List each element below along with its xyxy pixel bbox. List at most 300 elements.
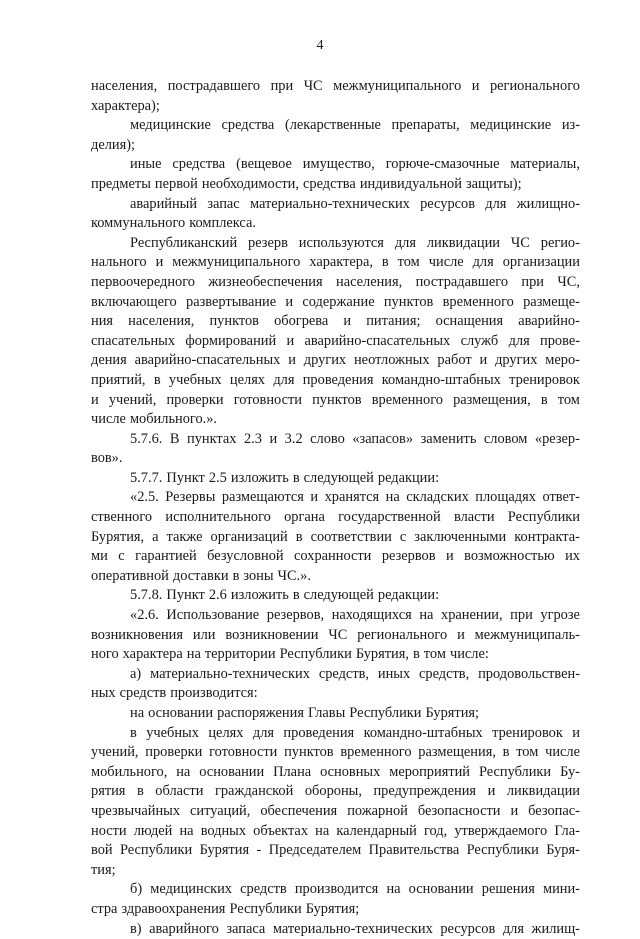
word: аварийно-спасательных <box>134 352 281 369</box>
word: Использование <box>166 607 260 624</box>
word: области <box>155 783 204 800</box>
word: в) <box>130 920 142 937</box>
word: проведения <box>283 724 355 741</box>
word: готовности <box>209 744 278 761</box>
word: словом <box>483 430 528 447</box>
word: пунктов <box>383 293 434 310</box>
word: гарантией <box>135 548 197 565</box>
word: служб <box>460 332 499 349</box>
text-line <box>91 253 580 273</box>
word: Гла- <box>554 822 580 839</box>
word: коммунального <box>91 215 186 232</box>
text-line <box>91 547 580 567</box>
word: населения, <box>128 313 195 330</box>
word: складских <box>406 489 469 506</box>
word: ликвидации <box>426 234 501 251</box>
text-line <box>91 802 580 822</box>
word: материально-технических <box>150 665 310 682</box>
word: тия; <box>91 861 116 878</box>
word: органа <box>284 509 325 526</box>
word: межмуниципального <box>333 78 462 94</box>
word: том <box>423 646 446 663</box>
word: Бурятия; <box>305 900 360 917</box>
word: средств <box>240 881 287 898</box>
word: командно-штабных <box>381 371 501 388</box>
word: готовности <box>233 391 302 408</box>
word: мобильного, <box>91 763 168 780</box>
word: чрезвычайных <box>91 802 181 819</box>
word: пунктов <box>209 313 259 330</box>
word: и <box>269 430 278 447</box>
word: включающего <box>91 293 177 310</box>
text-line <box>91 567 580 587</box>
word: мероприятий <box>389 763 471 780</box>
word: материально-технических <box>272 920 433 937</box>
word: и <box>91 391 99 408</box>
text-line <box>91 351 580 371</box>
word: государственной <box>338 509 441 526</box>
text-line <box>91 332 580 352</box>
word: основании <box>199 763 265 780</box>
word: 5.7.7. <box>130 469 163 486</box>
word: ресурсов <box>440 920 496 937</box>
word: производится <box>294 881 379 898</box>
word: первоочередного <box>91 273 195 290</box>
text-line <box>91 684 580 704</box>
word: обеспечения <box>260 802 338 819</box>
word: на <box>186 646 201 663</box>
word: Плана <box>273 763 312 780</box>
word: прове- <box>540 332 580 349</box>
word: том <box>397 254 420 271</box>
word: средств <box>119 685 167 702</box>
text-line <box>91 900 580 920</box>
word: в <box>130 724 137 741</box>
word: Республики <box>349 705 422 721</box>
word: характера); <box>91 97 160 114</box>
word: ных <box>91 685 116 702</box>
word: регио- <box>540 234 580 251</box>
word: аварийно- <box>518 313 580 330</box>
word: людей <box>133 822 173 839</box>
text-line <box>91 116 580 136</box>
word: угрозе <box>540 607 580 624</box>
text-line <box>91 880 580 900</box>
word: неотложных <box>353 352 430 369</box>
word: - <box>256 842 262 859</box>
word: формирований <box>185 332 277 349</box>
text-line <box>91 234 580 254</box>
word: основании <box>148 705 214 721</box>
word: временного <box>442 293 514 310</box>
text-line <box>91 97 580 117</box>
word: меро- <box>545 352 580 369</box>
word: и <box>285 293 294 310</box>
word: и <box>487 783 496 800</box>
word: иные <box>130 156 162 173</box>
word: год, <box>423 822 448 839</box>
word: календарный <box>336 822 417 839</box>
word: исполнительного <box>165 509 271 526</box>
text-line <box>91 645 580 665</box>
word: на <box>176 763 191 780</box>
word: регионального <box>489 78 580 94</box>
text-line <box>91 488 580 508</box>
word: размещения, <box>453 391 531 408</box>
word: на <box>179 822 194 839</box>
word: в <box>540 391 548 408</box>
word: межмуниципального <box>172 254 301 271</box>
word: ственного <box>91 509 153 526</box>
text-line <box>91 195 580 215</box>
word: 3.2 <box>284 430 303 447</box>
word: регионального <box>357 626 448 643</box>
text-line <box>91 743 580 763</box>
word: временного <box>371 391 443 408</box>
word: временного <box>340 744 412 761</box>
word: для <box>508 332 530 349</box>
word: проверки <box>145 744 203 761</box>
word: б) <box>130 881 143 898</box>
word: Бурятия; <box>425 705 480 721</box>
word: в <box>295 528 303 545</box>
word: пожарной <box>347 802 408 819</box>
text-line <box>91 586 580 606</box>
word: вой <box>91 842 113 859</box>
word: в <box>136 783 144 800</box>
word: безопас- <box>528 802 580 819</box>
text-line <box>91 371 580 391</box>
word: оперативной <box>91 567 169 584</box>
word: на <box>386 881 401 898</box>
word: жилищ- <box>531 920 580 937</box>
word: аварийного <box>149 920 219 937</box>
word: для <box>252 724 274 741</box>
word: средства <box>221 117 275 134</box>
word: Пункт <box>166 469 205 486</box>
word: пострадавшего <box>167 78 261 94</box>
word: Республики <box>229 900 302 917</box>
word: в <box>292 587 300 604</box>
word: хранении, <box>441 607 503 624</box>
word: Бу- <box>560 763 580 780</box>
word: средства <box>172 156 226 173</box>
word: основных <box>320 763 381 780</box>
text-line <box>91 136 580 156</box>
word: территории <box>204 646 276 663</box>
word: необходимости, <box>201 175 299 192</box>
word: целях <box>229 371 266 388</box>
word: развертывание <box>186 293 277 310</box>
text-line <box>91 449 580 469</box>
word: следующей <box>303 587 374 604</box>
word: ЧС, <box>557 273 580 290</box>
word: спасательных <box>91 332 176 349</box>
word: «2.5. <box>130 489 159 506</box>
word: стра <box>91 900 118 917</box>
word: слово <box>310 430 345 447</box>
word: ния <box>91 313 114 330</box>
word: других <box>303 352 347 369</box>
word: а <box>152 528 159 545</box>
word: ЧС <box>303 78 323 94</box>
word: медицинские <box>130 117 211 134</box>
word: соответствии <box>310 528 392 545</box>
text-line <box>91 273 580 293</box>
word: гражданской <box>214 783 294 800</box>
word: учений, <box>108 391 157 408</box>
word: В <box>169 430 180 447</box>
word: населения, <box>91 78 158 94</box>
word: ми <box>91 548 108 565</box>
text-line <box>91 410 580 430</box>
word: Республики <box>507 509 580 526</box>
word: зоны <box>243 567 274 584</box>
word: «резер- <box>534 430 580 447</box>
word: и <box>471 78 480 94</box>
word: учебных <box>146 724 199 741</box>
word: здравоохранения <box>121 900 226 917</box>
word: ликвидации <box>506 783 580 800</box>
word: характера <box>122 646 183 663</box>
word: возможностью <box>464 548 555 565</box>
word: сохранности <box>294 548 372 565</box>
text-line <box>91 175 580 195</box>
word: Республиканский <box>130 234 238 251</box>
text-line <box>91 508 580 528</box>
word: индивидуальной <box>359 175 462 192</box>
word: с <box>399 528 407 545</box>
word: вов». <box>91 450 123 467</box>
word: используются <box>298 234 384 251</box>
word: резерв <box>248 234 288 251</box>
word: делия); <box>91 136 136 153</box>
word: безопасности <box>417 802 501 819</box>
word: препараты, <box>391 117 460 134</box>
text-line <box>91 822 580 842</box>
word: в <box>292 469 300 486</box>
word: «запасов» <box>352 430 414 447</box>
word: объектах <box>253 822 309 839</box>
word: на <box>130 705 145 721</box>
word: редакции: <box>377 469 440 486</box>
word: изложить <box>230 587 289 604</box>
word: водных <box>200 822 247 839</box>
text-line <box>91 155 580 175</box>
word: мини- <box>542 881 580 898</box>
word: Буря- <box>546 842 580 859</box>
word: числе: <box>449 646 489 663</box>
word: и <box>286 332 295 349</box>
word: и <box>445 548 454 565</box>
word: командно-штабных <box>363 724 483 741</box>
text-line <box>91 665 580 685</box>
word: власти <box>453 509 495 526</box>
word: 5.7.6. <box>130 430 163 447</box>
word: для <box>502 920 524 937</box>
text-line <box>91 626 580 646</box>
word: организации <box>502 254 580 271</box>
word: тренировок <box>509 371 580 388</box>
word: запаса <box>226 920 266 937</box>
word: Бурятия <box>199 842 250 859</box>
word: иных <box>377 665 411 682</box>
text-line <box>91 841 580 861</box>
text-line <box>91 861 580 881</box>
word: для <box>472 254 494 271</box>
word: или <box>192 626 216 643</box>
word: в <box>412 646 420 663</box>
text-line <box>91 528 580 548</box>
word: производится: <box>170 685 258 702</box>
word: средства <box>303 175 356 192</box>
word: ответ- <box>542 489 580 506</box>
word: утверждаемого <box>454 822 548 839</box>
word: распоряжения <box>217 705 304 721</box>
text-line <box>91 293 580 313</box>
word: 2.6 <box>208 587 227 604</box>
word: числе <box>428 254 464 271</box>
word: резервов, <box>266 607 325 624</box>
word: и <box>572 724 580 741</box>
word: пунктов <box>312 391 362 408</box>
word: при <box>270 78 294 94</box>
word: заменить <box>420 430 477 447</box>
word: ности <box>91 822 127 839</box>
word: изложить <box>230 469 289 486</box>
word: (вещевое <box>236 156 292 173</box>
word: том <box>557 391 580 408</box>
word: для <box>394 234 416 251</box>
word: медицинские <box>470 117 552 134</box>
word: доставки <box>172 567 229 584</box>
word: и <box>288 352 296 369</box>
word: запас <box>207 195 240 212</box>
word: аварийно-спасательных <box>304 332 451 349</box>
word: средств, <box>318 665 369 682</box>
word: с <box>118 548 125 565</box>
word: мобильного.». <box>129 411 218 428</box>
word: размещаются <box>221 489 304 506</box>
word: на <box>315 822 330 839</box>
word: имущество, <box>302 156 375 173</box>
word: приятий, <box>91 371 146 388</box>
text-line <box>91 214 580 234</box>
word: пунктах <box>187 430 237 447</box>
word: 2.5 <box>208 469 227 486</box>
word: числе <box>545 744 580 761</box>
text-line <box>91 391 580 411</box>
word: находящихся <box>331 607 412 624</box>
word: продовольствен- <box>478 665 580 682</box>
word: и <box>155 254 164 271</box>
word: на <box>419 607 434 624</box>
word: Правительства <box>368 842 460 859</box>
word: ЧС <box>510 234 530 251</box>
word: учений, <box>91 744 139 761</box>
word: в <box>381 254 389 271</box>
text-line <box>91 763 580 783</box>
word: для <box>273 371 295 388</box>
word: их <box>565 548 580 565</box>
word: и <box>457 626 465 643</box>
word: хранятся <box>324 489 380 506</box>
text-line <box>91 606 580 626</box>
word: «2.6. <box>130 607 159 624</box>
word: проверки <box>166 391 224 408</box>
word: в <box>153 371 161 388</box>
word: и <box>479 352 488 369</box>
word: проведения <box>302 371 374 388</box>
word: редакции: <box>377 587 440 604</box>
word: возникновении <box>225 626 319 643</box>
word: размеще- <box>523 293 580 310</box>
word: Бурятия, <box>355 646 409 663</box>
word: Республики <box>119 842 193 859</box>
word: средств, <box>419 665 470 682</box>
document-body <box>91 77 580 939</box>
text-line <box>91 430 580 450</box>
word: аварийный <box>130 195 198 212</box>
word: Резервы <box>165 489 216 506</box>
word: безусловной <box>207 548 284 565</box>
page-number: 4 <box>316 38 324 53</box>
word: содержание <box>302 293 375 310</box>
word: населения, <box>336 273 403 290</box>
word: межмуниципаль- <box>474 626 580 643</box>
word: обороны, <box>304 783 362 800</box>
word: размещения, <box>418 744 496 761</box>
word: нального <box>91 254 147 271</box>
text-line <box>91 920 580 939</box>
word: учебных <box>168 371 222 388</box>
word: Пункт <box>166 587 205 604</box>
word: числе <box>91 411 126 428</box>
word: тренировок <box>492 724 563 741</box>
word: первой <box>154 175 198 192</box>
word: также <box>166 528 203 545</box>
word: Главы <box>307 705 346 721</box>
word: ЧС <box>328 626 348 643</box>
word: дения <box>91 352 127 369</box>
word: в <box>502 744 510 761</box>
word: оснащения <box>435 313 504 330</box>
word: характера, <box>309 254 373 271</box>
word: заключенными <box>414 528 507 545</box>
word: материально-технических <box>249 195 410 212</box>
word: Председателем <box>268 842 362 859</box>
word: из- <box>561 117 580 134</box>
word: жилищно- <box>516 195 580 212</box>
word: 2.3 <box>243 430 262 447</box>
word: 5.7.8. <box>130 587 163 604</box>
word: рятия <box>91 783 126 800</box>
word: пунктов <box>284 744 334 761</box>
word: и <box>343 313 352 330</box>
word: предметы <box>91 175 151 192</box>
word: основании <box>408 881 474 898</box>
word: в <box>232 567 240 584</box>
text-line <box>91 469 580 489</box>
word: Республики <box>466 842 539 859</box>
word: резервов <box>381 548 436 565</box>
word: ного <box>91 646 119 663</box>
word: жизнеобеспечения <box>208 273 323 290</box>
word: на <box>385 489 400 506</box>
text-line <box>91 724 580 744</box>
word: Республики <box>478 763 552 780</box>
word: Республики <box>279 646 352 663</box>
